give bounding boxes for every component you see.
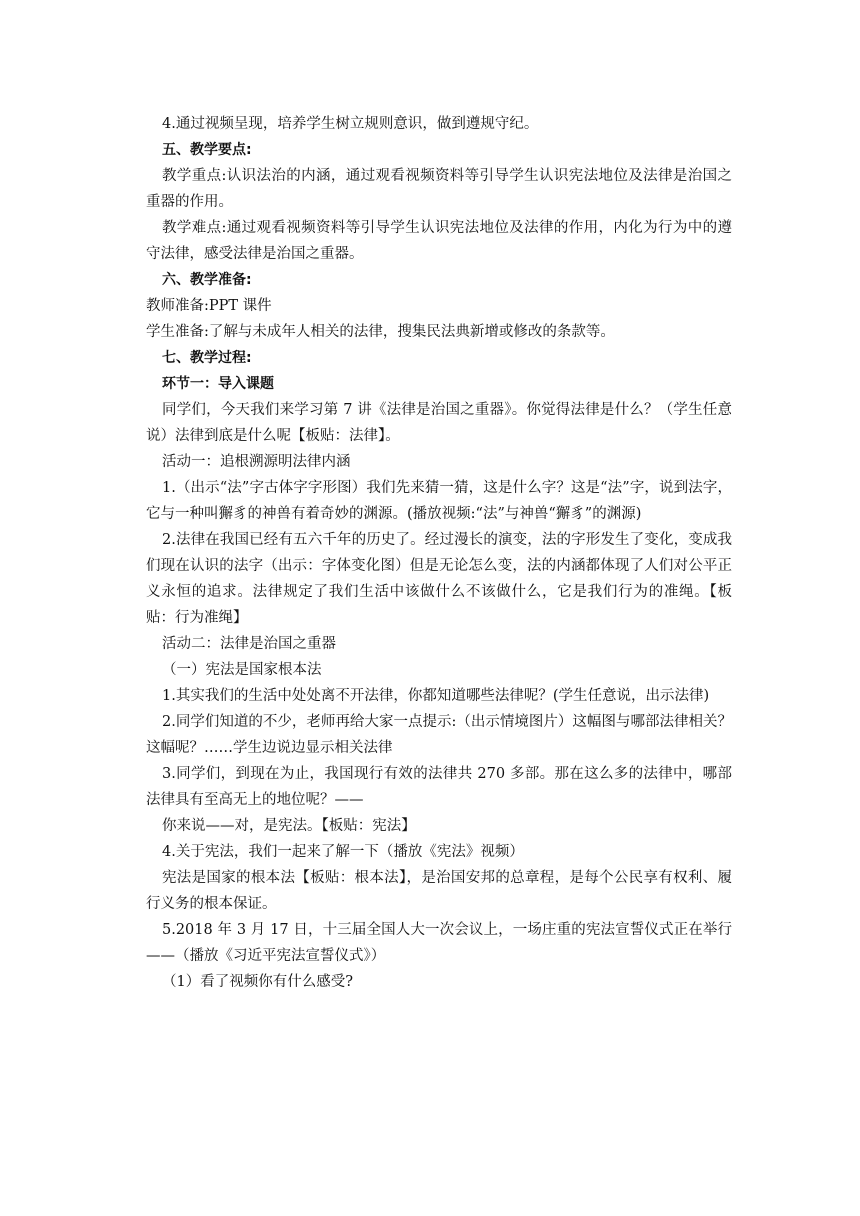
intro-paragraph: 同学们，今天我们来学习第 7 讲《法律是治国之重器》。你觉得法律是什么？（学生任意说）法律到底是什么呢【板贴：法律】。: [146, 402, 732, 444]
activity-one-item-2: 2.法律在我国已经有五六千年的历史了。经过漫长的演变，法的字形发生了变化，变成我们现在认识的法字（出示：字体变化图）但是无论怎么变，法的内涵都体现了人们对公平正义永恒的追求。法律规定了我们生活中该做什么不该做什么，它是我们行为的准绳。【板贴：行为准绳】: [146, 532, 732, 626]
activity-two-item-2: 2.同学们知道的不少，老师再给大家一点提示:（出示情境图片）这幅图与哪部法律相关？这幅呢？……学生边说边显示相关法律: [146, 714, 732, 756]
activity-two-item-3: 3.同学们，到现在为止，我国现行有效的法律共 270 多部。那在这么多的法律中，哪部法律具有至高无上的地位呢？——: [146, 766, 732, 808]
section-heading-key-points: 五、教学要点:: [162, 142, 252, 158]
teaching-focus: 教学重点:认识法治的内涵，通过观看视频资料等引导学生认识宪法地位及法律是治国之重器的作用。: [146, 168, 732, 210]
teacher-preparation: 教师准备:PPT 课件: [146, 298, 272, 314]
step-one-heading: 环节一：导入课题: [162, 376, 274, 392]
activity-two-heading: 活动二：法律是治国之重器: [162, 636, 336, 652]
document-body: [146, 111, 732, 995]
teaching-difficulty: 教学难点:通过观看视频资料等引导学生认识宪法地位及法律的作用，内化为行为中的遵守法律，感受法律是治国之重器。: [146, 220, 732, 262]
question-1: （1）看了视频你有什么感受?: [162, 974, 353, 990]
activity-two-item-1: 1.其实我们的生活中处处离不开法律，你都知道哪些法律呢？(学生任意说，出示法律): [162, 688, 710, 704]
activity-two-item-4: 4.关于宪法，我们一起来了解一下（播放《宪法》视频）: [162, 844, 524, 860]
constitution-definition: 宪法是国家的根本法【板贴：根本法】，是治国安邦的总章程，是每个公民享有权利、履行义务的根本保证。: [146, 870, 732, 912]
student-preparation: 学生准备:了解与未成年人相关的法律，搜集民法典新增或修改的条款等。: [146, 324, 615, 340]
section-heading-preparation: 六、教学准备:: [162, 272, 252, 288]
activity-one-heading: 活动一：追根溯源明法律内涵: [162, 454, 351, 470]
objective-item-4: 4.通过视频呈现，培养学生树立规则意识，做到遵规守纪。: [162, 116, 539, 132]
subsection-constitution: （一）宪法是国家根本法: [162, 662, 322, 678]
section-heading-process: 七、教学过程:: [162, 350, 252, 366]
activity-two-item-5: 5.2018 年 3 月 17 日，十三届全国人大一次会议上，一场庄重的宪法宣誓仪式正在举行——（播放《习近平宪法宣誓仪式》）: [146, 922, 732, 964]
constitution-answer: 你来说——对，是宪法。【板贴：宪法】: [162, 818, 416, 834]
activity-one-item-1: 1.（出示“法”字古体字字形图）我们先来猜一猜，这是什么字？这是“法”字，说到法字，它与一种叫獬豸的神兽有着奇妙的渊源。(播放视频:“法”与神兽“獬豸”的渊源): [146, 480, 732, 522]
